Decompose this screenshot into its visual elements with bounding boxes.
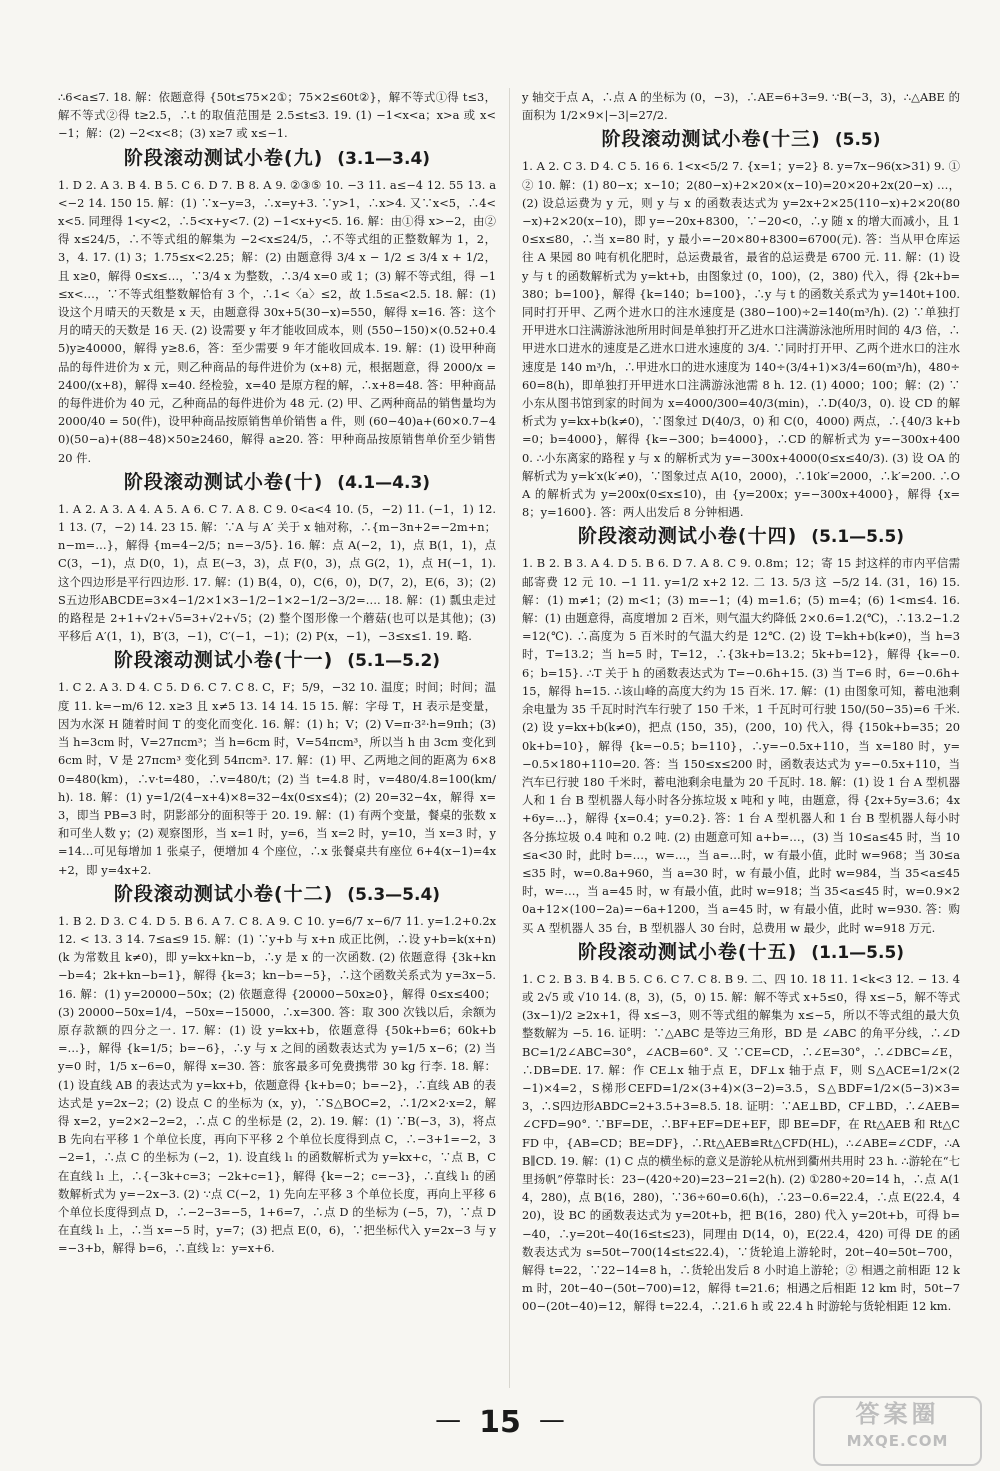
answer-paragraph: 1. A 2. C 3. D 4. C 5. 16 6. 1<x<5/2 7. {x=1；y=2} 8. y=7x−96(x>31) 9. ①② 10. 解：(1) 80−x；x−10；2(80−x)+2×20×(x−10)=20×20+2x(20−x) …，(2) 设总运费为 y 元，则 y 与 x 的函数表达式为 y=2x+2×25(110−x)+2×20(80−x)+2×20(x−10)，即 y=−20x+8300，∵−20<0，∴y 随 x 的增大而减小，且 10≤x≤80，∴当 x=80 时，y 最小=−20×80+8300=6700(元). 答：当从甲仓库运往 A 果园 80 吨有机化肥时，总运费最省，最省的总运费是 6700 元. 11. 解：(1) 设 y 与 t 的函数解析式为 y=kt+b，由图象过 (0，100)，(2，380) 代入，得 {2k+b=380；b=100}，解得 {k=140；b=100}，∴y 与 t 的函数关系式为 y=140t+100. 同时打开甲、乙两个进水口的注水速度是 (380−100)÷2=140(m³/h). (2) ∵单独打开甲进水口注满游泳池所用时间是单独打开乙进水口注满游泳池所用时间的 4/3 倍，∴甲进水口进水的速度是乙进水口进水速度的 3/4. ∵同时打开甲、乙两个进水口的注水速度是 140 m³/h，∴甲进水口的进水速度为 140÷(3/4+1)×3/4=60(m³/h)，480÷60=8(h)，即单独打开甲进水口注满游泳池需 8 h. 12. (1) 4000；100；解：(2) ∵小东从图书馆到家的时间为 x=4000/300=40/3(min)，∴D(40/3，0). 设 CD 的解析式为 y=kx+b(k≠0)，∵图象过 D(40/3，0) 和 C(0，4000) 两点，∴{40/3 k+b=0；b=4000}，解得 {k=−300；b=4000}，∴CD 的解析式为 y=−300x+4000. ∴小东离家的路程 y 与 x 的解析式为 y=−300x+4000(0≤x≤40/3). (3) 设 OA 的解析式为 y=k′x(k′≠0)，∵图象过点 A(10，2000)，∴10k′=2000，∴k′=200. ∴OA 的解析式为 y=200x(0≤x≤10)，由 {y=200x；y=−300x+4000}，解得 {x=8；y=1600}. 答：两人出发后 8 分钟相遇.	[522, 159, 960, 520]
section-heading-11	[58, 647, 496, 674]
heading-range: (3.1—3.4)	[337, 148, 431, 169]
heading-title: 阶段滚动测试小卷(十二)	[113, 882, 334, 905]
section-heading-14	[522, 523, 960, 550]
heading-title: 阶段滚动测试小卷(十三)	[601, 128, 821, 151]
heading-range: (4.1—4.3)	[337, 472, 431, 493]
section-heading-10	[58, 469, 496, 496]
column-divider	[509, 88, 510, 1388]
section-heading-13	[522, 126, 960, 153]
answer-paragraph: 1. A 2. A 3. A 4. A 5. A 6. C 7. A 8. C 9. 0<a<4 10. (5，−2) 11. (−1，1) 12. 1 13. (7，−2) 14. 23 15. 解：∵A 与 A′ 关于 x 轴对称，∴{m−3n+2=−2m+n；n−m=…}，解得 {m=4−2/5；n=−3/5}. 16. 解：点 A(−2，1)，点 B(1，1)，点 C(3，−1)，点 D(0，1)，点 E(−3，3)，点 F(0，3)，点 G(2，1)，点 H(−1，1). 这个四边形是平行四边形. 17. 解：(1) B(4，0)，C(6，0)，D(7，2)，E(6，3)；(2) S五边形ABCDE=3×4−1/2×1×3−1/2−1×2−1/2−3/2=…. 18. 解：(1) 瓢虫走过的路程是 2+1+√2+√5=3+√2+√5；(2) 整个图形像一个蘑菇(也可以是其他)；(3) 平移后 A′(1，1)，B′(3，−1)，C′(−1，−1)；(2) P(x，−1)，−3≤x≤1. 19. 略.	[58, 501, 496, 644]
heading-range: (5.1—5.2)	[347, 651, 441, 672]
answer-page	[58, 88, 958, 1388]
heading-title: 阶段滚动测试小卷(九)	[123, 146, 324, 169]
page-number-value: 15	[479, 1405, 521, 1440]
watermark-url: MXQE.COM	[846, 1432, 949, 1450]
watermark-text: 答案圈	[855, 1400, 940, 1428]
right-column	[522, 88, 960, 1388]
left-column	[58, 88, 496, 1388]
answer-paragraph: y 轴交于点 A，∴点 A 的坐标为 (0，−3)，∴AE=6+3=9. ∵B(−3，3)，∴△ABE 的面积为 1/2×9×|−3|=27/2.	[522, 90, 960, 123]
heading-range: (5.5)	[834, 130, 881, 151]
section-heading-9	[58, 145, 496, 172]
heading-range: (5.3—5.4)	[347, 884, 441, 905]
heading-title: 阶段滚动测试小卷(十五)	[577, 940, 798, 963]
heading-title: 阶段滚动测试小卷(十)	[123, 470, 324, 493]
heading-range: (1.1—5.5)	[811, 942, 905, 963]
answer-paragraph: 1. B 2. D 3. C 4. D 5. B 6. A 7. C 8. A 9. C 10. y=6/7 x−6/7 11. y=1.2+0.2x 12. < 13. 3 14. 7≤a≤9 15. 解：(1) ∵y+b 与 x+n 成正比例，∴设 y+b=k(x+n)(k 为常数且 k≠0)，即 y=kx+kn−b，∴y 是 x 的一次函数. (2) 依题意得 {3k+kn−b=4；2k+kn−b=1}，解得 {k=3；kn−b=−5}，∴这个函数关系式为 y=3x−5. 16. 解：(1) y=20000−50x；(2) 依题意得 {20000−50x≥0}，解得 0≤x≤400；(3) 20000−50x=1/4，−50x=−15000，∴x=300. 答：取 300 次钱以后，余额为原存款额的四分之一. 17. 解：(1) 设 y=kx+b，依题意得 {50k+b=6；60k+b=…}，解得 {k=1/5；b=−6}，∴y 与 x 之间的函数表达式为 y=1/5 x−6；(2) 当 y=0 时，1/5 x−6=0，解得 x=30. 答：旅客最多可免费携带 30 kg 行李. 18. 解：(1) 设直线 AB 的表达式为 y=kx+b，依题意得 {k+b=0；b=−2}，∴直线 AB 的表达式是 y=2x−2；(2) 设点 C 的坐标为 (x，y)，∵S△BOC=2，∴1/2×2·x=2，解得 x=2，y=2×2−2=2，∴点 C 的坐标是 (2，2). 19. 解：(1) ∵B(−3，3)，将点 B 先向右平移 1 个单位长度，再向下平移 2 个单位长度得到点 C，∴−3+1=−2，3−2=1，∴点 C 的坐标为 (−2，1). 设直线 l₁ 的函数解析式为 y=kx+c，∵点 B，C 在直线 l₁ 上，∴{−3k+c=3；−2k+c=1}，解得 {k=−2；c=−3}，∴直线 l₁ 的函数解析式为 y=−2x−3. (2) ∵点 C(−2，1) 先向左平移 3 个单位长度，再向上平移 6 个单位长度得到点 D，∴−2−3=−5，1+6=7，∴点 D 的坐标为 (−5，7)，∵点 D 在直线 l₁ 上，∴当 x=−5 时，y=7；(3) 把点 E(0，6)，∵把坐标代入 y=2x−3 与 y=−3+b，解得 b=6，∴直线 l₂：y=x+6.	[58, 913, 496, 1256]
section-heading-15	[522, 939, 960, 966]
answer-paragraph: 1. B 2. B 3. A 4. D 5. B 6. D 7. A 8. C 9. 0.8m；12；寄 15 封这样的市内平信需邮寄费 12 元 10. −1 11. y=1/2 x+2 12. 二 13. 5/3 这 −5/2 14. (31，16) 15. 解：(1) m≠1；(2) m<1；(3) m=−1；(4) m=1.6；(5) m=4；(6) 1<m≤4. 16. 解：(1) 由题意得，高度增加 2 百米，则气温大约降低 2×0.6=1.2(℃)，∴13.2−1.2=12(℃). ∴高度为 5 百米时的气温大约是 12℃. (2) 设 T=kh+b(k≠0)，当 h=3 时，T=13.2；当 h=5 时，T=12，∴{3k+b=13.2；5k+b=12}，解得 {k=−0.6；b=15}. ∴T 关于 h 的函数表达式为 T=−0.6h+15. (3) 当 T=6 时，6=−0.6h+15，解得 h=15. ∴该山峰的高度大约为 15 百米. 17. 解：(1) 由图象可知，蓄电池剩余电量为 35 千瓦时时汽车行驶了 150 千米，1 千瓦时可行驶 150/(50−35)=6 千米. (2) 设 y=kx+b(k≠0)，把点 (150，35)，(200，10) 代入，得 {150k+b=35；200k+b=10}，解得 {k=−0.5；b=110}，∴y=−0.5x+110，当 x=180 时，y=−0.5×180+110=20. 答：当 150≤x≤200 时，函数表达式为 y=−0.5x+110，当汽车已行驶 180 千米时，蓄电池剩余电量为 20 千瓦时. 18. 解：(1) 设 1 台 A 型机器人和 1 台 B 型机器人每小时各分拣垃圾 x 吨和 y 吨，由题意，得 {2x+5y=3.6；4x+6y=…}，解得 {x=0.4；y=0.2}. 答：1 台 A 型机器人和 1 台 B 型机器人每小时各分拣垃圾 0.4 吨和 0.2 吨. (2) 由题意可知 a+b=…，(3) 当 10≤a≤45 时，当 10≤a<30 时，此时 b=…，w=…，当 a=…时，w 有最小值，此时 w=968；当 30≤a≤35 时，w=0.8a+960，当 a=30 时，w 有最小值，此时 w=984，当 35<a≤45 时，w=…，当 a=45 时，w 有最小值，此时 w=918；当 35<a≤45 时，w=0.9×20a+12×(100−2a)=−6a+1200，当 a=45 时，w 有最小值，此时 w=930. 答：购买 A 型机器人 35 台，B 型机器人 30 台时，总费用 w 最少，此时 w=918 万元.	[522, 556, 960, 935]
answer-paragraph: 1. C 2. A 3. D 4. C 5. D 6. C 7. C 8. C，F；5/9，−32 10. 温度；时间；时间；温度 11. k=−m/6 12. x≥3 且 x≠5 13. 14 14. 15 15. 解：字母 T，H 表示是变量，因为水深 H 随着时间 T 的变化而变化. 16. 解：(1) h；V；(2) V=π·3²·h=9πh；(3) 当 h=3cm 时，V=27πcm³；当 h=6cm 时，V=54πcm³，所以当 h 由 3cm 变化到 6cm 时，V 是 27πcm³ 变化到 54πcm³. 17. 解：(1) 甲、乙两地之间的距离为 6×80=480(km)，∴v·t=480，∴v=480/t；(2) 当 t=4.8 时，v=480/4.8=100(km/h). 18. 解：(1) y=1/2(4−x+4)×8=32−4x(0≤x≤4)；(2) 20=32−4x，解得 x=3，即当 PB=3 时，阴影部分的面积等于 20. 19. 解：(1) 有两个变量，餐桌的张数 x 和可坐人数 y；(2) 观察图形，当 x=1 时，y=6，当 x=2 时，y=10，当 x=3 时，y=14…可见每增加 1 张桌子，便增加 4 个座位，∴x 张餐桌共有座位 6+4(x−1)=4x+2，即 y=4x+2.	[58, 680, 496, 877]
section-heading-12	[58, 881, 496, 908]
dash-left: —	[435, 1405, 462, 1435]
answer-paragraph: 1. C 2. B 3. B 4. B 5. C 6. C 7. C 8. B 9. 二、四 10. 18 11. 1<k<3 12. − 13. 4 或 2√5 或 √10 14. (8，3)，(5，0) 15. 解：解不等式 x+5≤0，得 x≤−5，解不等式 (3x−1)/2 ≥2x+1，得 x≤−3，则不等式组的解集为 x≤−5，所以不等式组的最大负整数解为 −5. 16. 证明：∵△ABC 是等边三角形，BD 是 ∠ABC 的角平分线，∴∠DBC=1/2∠ABC=30°，∠ACB=60°. 又 ∵CE=CD，∴∠E=30°，∴∠DBC=∠E，∴DB=DE. 17. 解：作 CE⊥x 轴于点 E，DF⊥x 轴于点 F，则 S△ACE=1/2×(2−1)×4=2，S梯形CEFD=1/2×(3+4)×(3−2)=3.5，S△BDF=1/2×(5−3)×3=3，∴S四边形ABDC=2+3.5+3=8.5. 18. 证明：∵AE⊥BD，CF⊥BD，∴∠AEB=∠CFD=90°. ∵BF=DE，∴BF+EF=DE+EF，即 BE=DF，在 Rt△AEB 和 Rt△CFD 中，{AB=CD；BE=DF}，∴Rt△AEB≌Rt△CFD(HL)，∴∠ABE=∠CDF，∴AB∥CD. 19. 解：(1) C 点的横坐标的意义是游轮从杭州到衢州共用时 23 h. ∴游轮在“七里扬帆”停靠时长：23−(420÷20)=23−21=2(h). (2) ①280÷20=14 h，∴点 A(14，280)，点 B(16，280)，∵36÷60=0.6(h)，∴23−0.6=22.4，∴点 E(22.4，420)，设 BC 的函数表达式为 y=20t+b，把 B(16，280) 代入 y=20t+b，可得 b=−40，∴y=20t−40(16≤t≤23)，同理由 D(14，0)，E(22.4，420) 可得 DE 的函数表达式为 s=50t−700(14≤t≤22.4)，∵货轮追上游轮时，20t−40=50t−700，解得 t=22，∵22−14=8 h，∴货轮出发后 8 小时追上游轮；② 相遇之前相距 12 km 时，20t−40−(50t−700)=12，解得 t=21.6；相遇之后相距 12 km 时，50t−700−(20t−40)=12，解得 t=22.4，∴21.6 h 或 22.4 h 时游轮与货轮相距 12 km.	[522, 971, 960, 1314]
dash-right: —	[538, 1405, 565, 1435]
answer-paragraph: 1. D 2. A 3. B 4. B 5. C 6. D 7. B 8. A 9. ②③⑤ 10. −3 11. a≤−4 12. 55 13. a<−2 14. 150 15. 解：(1) ∵x−y=3，∴x=y+3. ∵y>1，∴x>4. 又∵x<5，∴4<x<5. 同理得 1<y<2，∴5<x+y<7. (2) −1<x+y<5. 16. 解：由①得 x>−2，由②得 x≤24/5，∴不等式组的解集为 −2<x≤24/5，∴不等式组的正整数解为 1，2，3，4. 17. (1) 3；1.75≤x<2.25；解：(2) 由题意得 3/4 x − 1/2 ≤ 3/4 x + 1/2，且 x≥0，解得 0≤x≤…，∵3/4 x 为整数，∴3/4 x=0 或 1；(3) 解不等式组，得 −1≤x<…，∵不等式组整数解恰有 3 个，∴1<〈a〉≤2，故 1.5≤a<2.5. 18. 解：(1) 设这个月晴天的天数是 x 天，由题意得 30x+5(30−x)=550，解得 x=16. 答：这个月的晴天的天数是 16 天. (2) 设需要 y 年才能收回成本，则 (550−150)×(0.52+0.45)y≥40000，解得 y≥8.6，答：至少需要 9 年才能收回成本. 19. 解：(1) 设甲种商品的每件进价为 x 元，则乙种商品的每件进价为 (x+8) 元，根据题意，得 2000/x = 2400/(x+8)，解得 x=40. 经检验，x=40 是原方程的解，∴x+8=48. 答：甲种商品的每件进价为 40 元，乙种商品的每件进价为 48 元. (2) 甲、乙两种商品的销售量均为 2000/40 = 50(件)，设甲种商品按原销售单价销售 a 件，则 (60−40)a+(60×0.7−40)(50−a)+(88−48)×50≥2460，解得 a≥20. 答：甲种商品按原销售单价至少销售 20 件.	[58, 177, 496, 465]
heading-range: (5.1—5.5)	[811, 527, 905, 548]
heading-title: 阶段滚动测试小卷(十一)	[113, 649, 334, 672]
answer-paragraph: ∴6<a≤7. 18. 解：依题意得 {50t≤75×2①；75×2≤60t②}，解不等式①得 t≤3，解不等式②得 t≥2.5，∴t 的取值范围是 2.5≤t≤3. 19. (1) −1<x<a；x>a 或 x<−1；解：(2) −2<x<8；(3) x≥7 或 x≤−1.	[58, 90, 496, 141]
watermark-logo	[813, 1396, 982, 1466]
heading-title: 阶段滚动测试小卷(十四)	[577, 525, 798, 548]
